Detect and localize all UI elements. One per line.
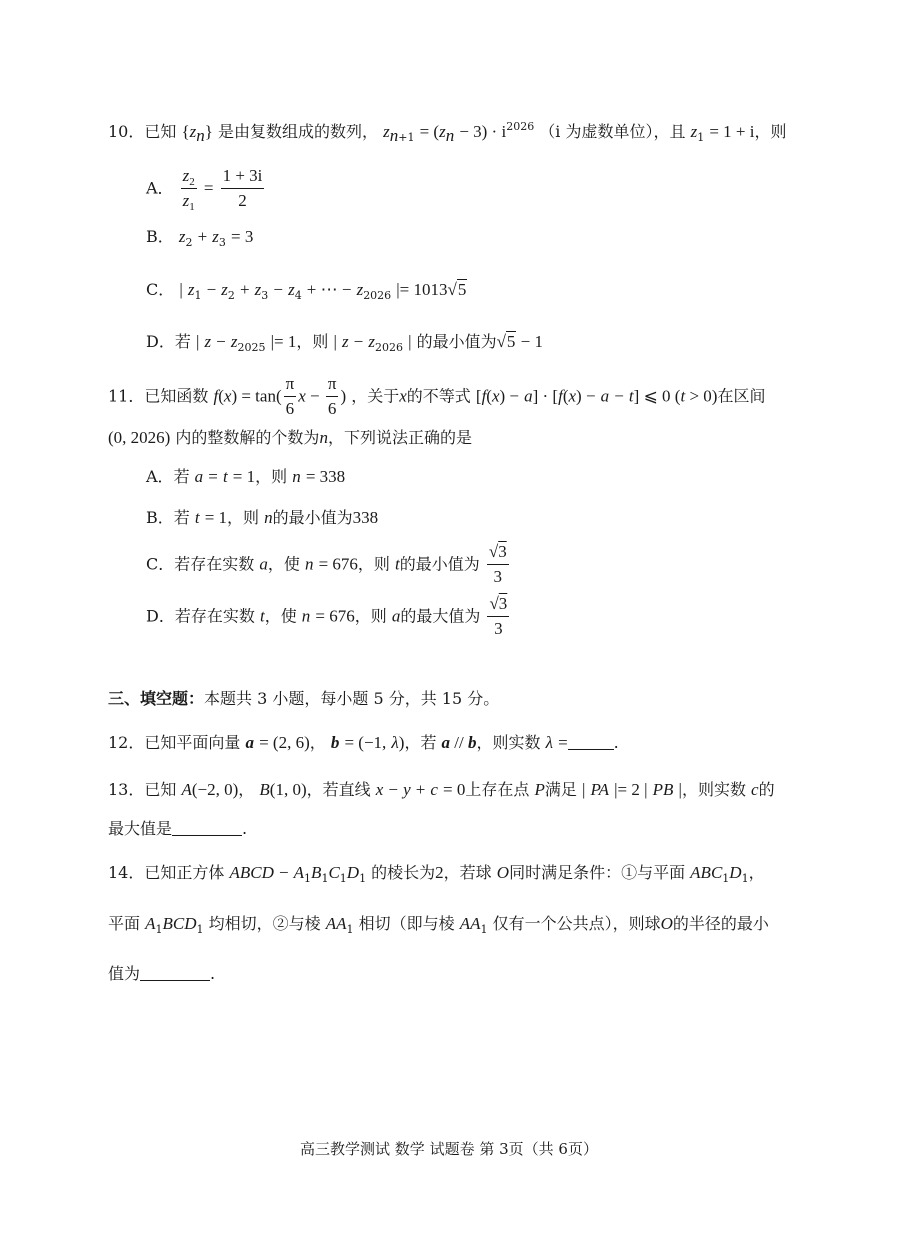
- answer-blank[interactable]: [172, 819, 242, 836]
- q11-stem-line1: 11．已知函数 f(x) = tan( $\frac{\pi}{6}$ x − $\frac{\pi}{6}$ ) ，关于x的不等式 [f(x) − a] · [f(x) − a − t] ⩽ 0 (t > 0)在区间: [108, 374, 766, 418]
- answer-blank[interactable]: [568, 733, 614, 750]
- q12-stem: 12．已知平面向量 a = (2, 6)， b = (−1, λ)，若 a // b，则实数 λ = .: [108, 733, 619, 752]
- q14-stem-line2: 平面 $A_1BCD_1$ 均相切，②与棱 $AA_1$ 相切（即与棱 $AA_1$ 仅有一个公共点），则球O的半径的最小: [108, 914, 769, 936]
- q13-stem-line2: 最大值是 .: [108, 819, 248, 838]
- page-footer: 高三教学测试 数学 试题卷 第 3页（共 6页）: [300, 1140, 598, 1158]
- fraction: $\frac{1 + 3i}{2}$: [222, 166, 263, 210]
- q11-option-a[interactable]: A．若 a = t = 1，则 n = 338: [146, 467, 346, 486]
- q11-option-d[interactable]: D．若存在实数 t，使 n = 676，则 a的最大值为 $\frac{√3}{3}$: [146, 594, 508, 638]
- q11-option-c[interactable]: C．若存在实数 a，使 n = 676，则 t的最小值为 $\frac{√3}{3}$: [146, 542, 507, 586]
- q11-option-b[interactable]: B．若 t = 1，则 n的最小值为338: [146, 508, 379, 527]
- fraction: $\frac{z_2}{z_1}$: [182, 166, 195, 213]
- q10-option-c[interactable]: C． | $z_1 - z_2 + z_3 - z_4$ + ⋯ − $z_{2026}$ |= 1013√5: [146, 280, 467, 302]
- q14-stem-line3: 值为 .: [108, 964, 216, 983]
- q13-stem-line1: 13．已知 A(−2, 0)， B(1, 0)，若直线 x − y + c = 0上存在点 P满足 | PA |= 2 | PB |，则实数 c的: [108, 780, 775, 799]
- q11-stem-line2: (0, 2026) 内的整数解的个数为n，下列说法正确的是: [108, 428, 472, 447]
- section-heading: 三、填空题：本题共 3 小题，每小题 5 分，共 15 分。: [108, 689, 500, 708]
- q10-option-b[interactable]: B． $z_2 + z_3 = 3$: [146, 227, 254, 249]
- q10-option-d[interactable]: D．若 | $z - z_{2025}$ |= 1，则 | $z - z_{2026}$ | 的最小值为√5 − 1: [146, 332, 544, 354]
- q10-option-a[interactable]: A． $\frac{z_2}{z_1}$ = $\frac{1 + 3i}{2}$: [146, 166, 263, 213]
- q14-stem-line1: 14．已知正方体 ABCD − $A_1B_1C_1D_1$ 的棱长为2，若球 O同时满足条件：①与平面 $ABC_1D_1$，: [108, 863, 765, 885]
- answer-blank[interactable]: [140, 964, 210, 981]
- q10-stem: 10．已知 $\{z_n\}$ 是由复数组成的数列， $z_{n+1} = (z_n - 3) \cdot i^{2026}$ （i 为虚数单位），且 $z_1 = 1 + i$，则: [108, 120, 787, 145]
